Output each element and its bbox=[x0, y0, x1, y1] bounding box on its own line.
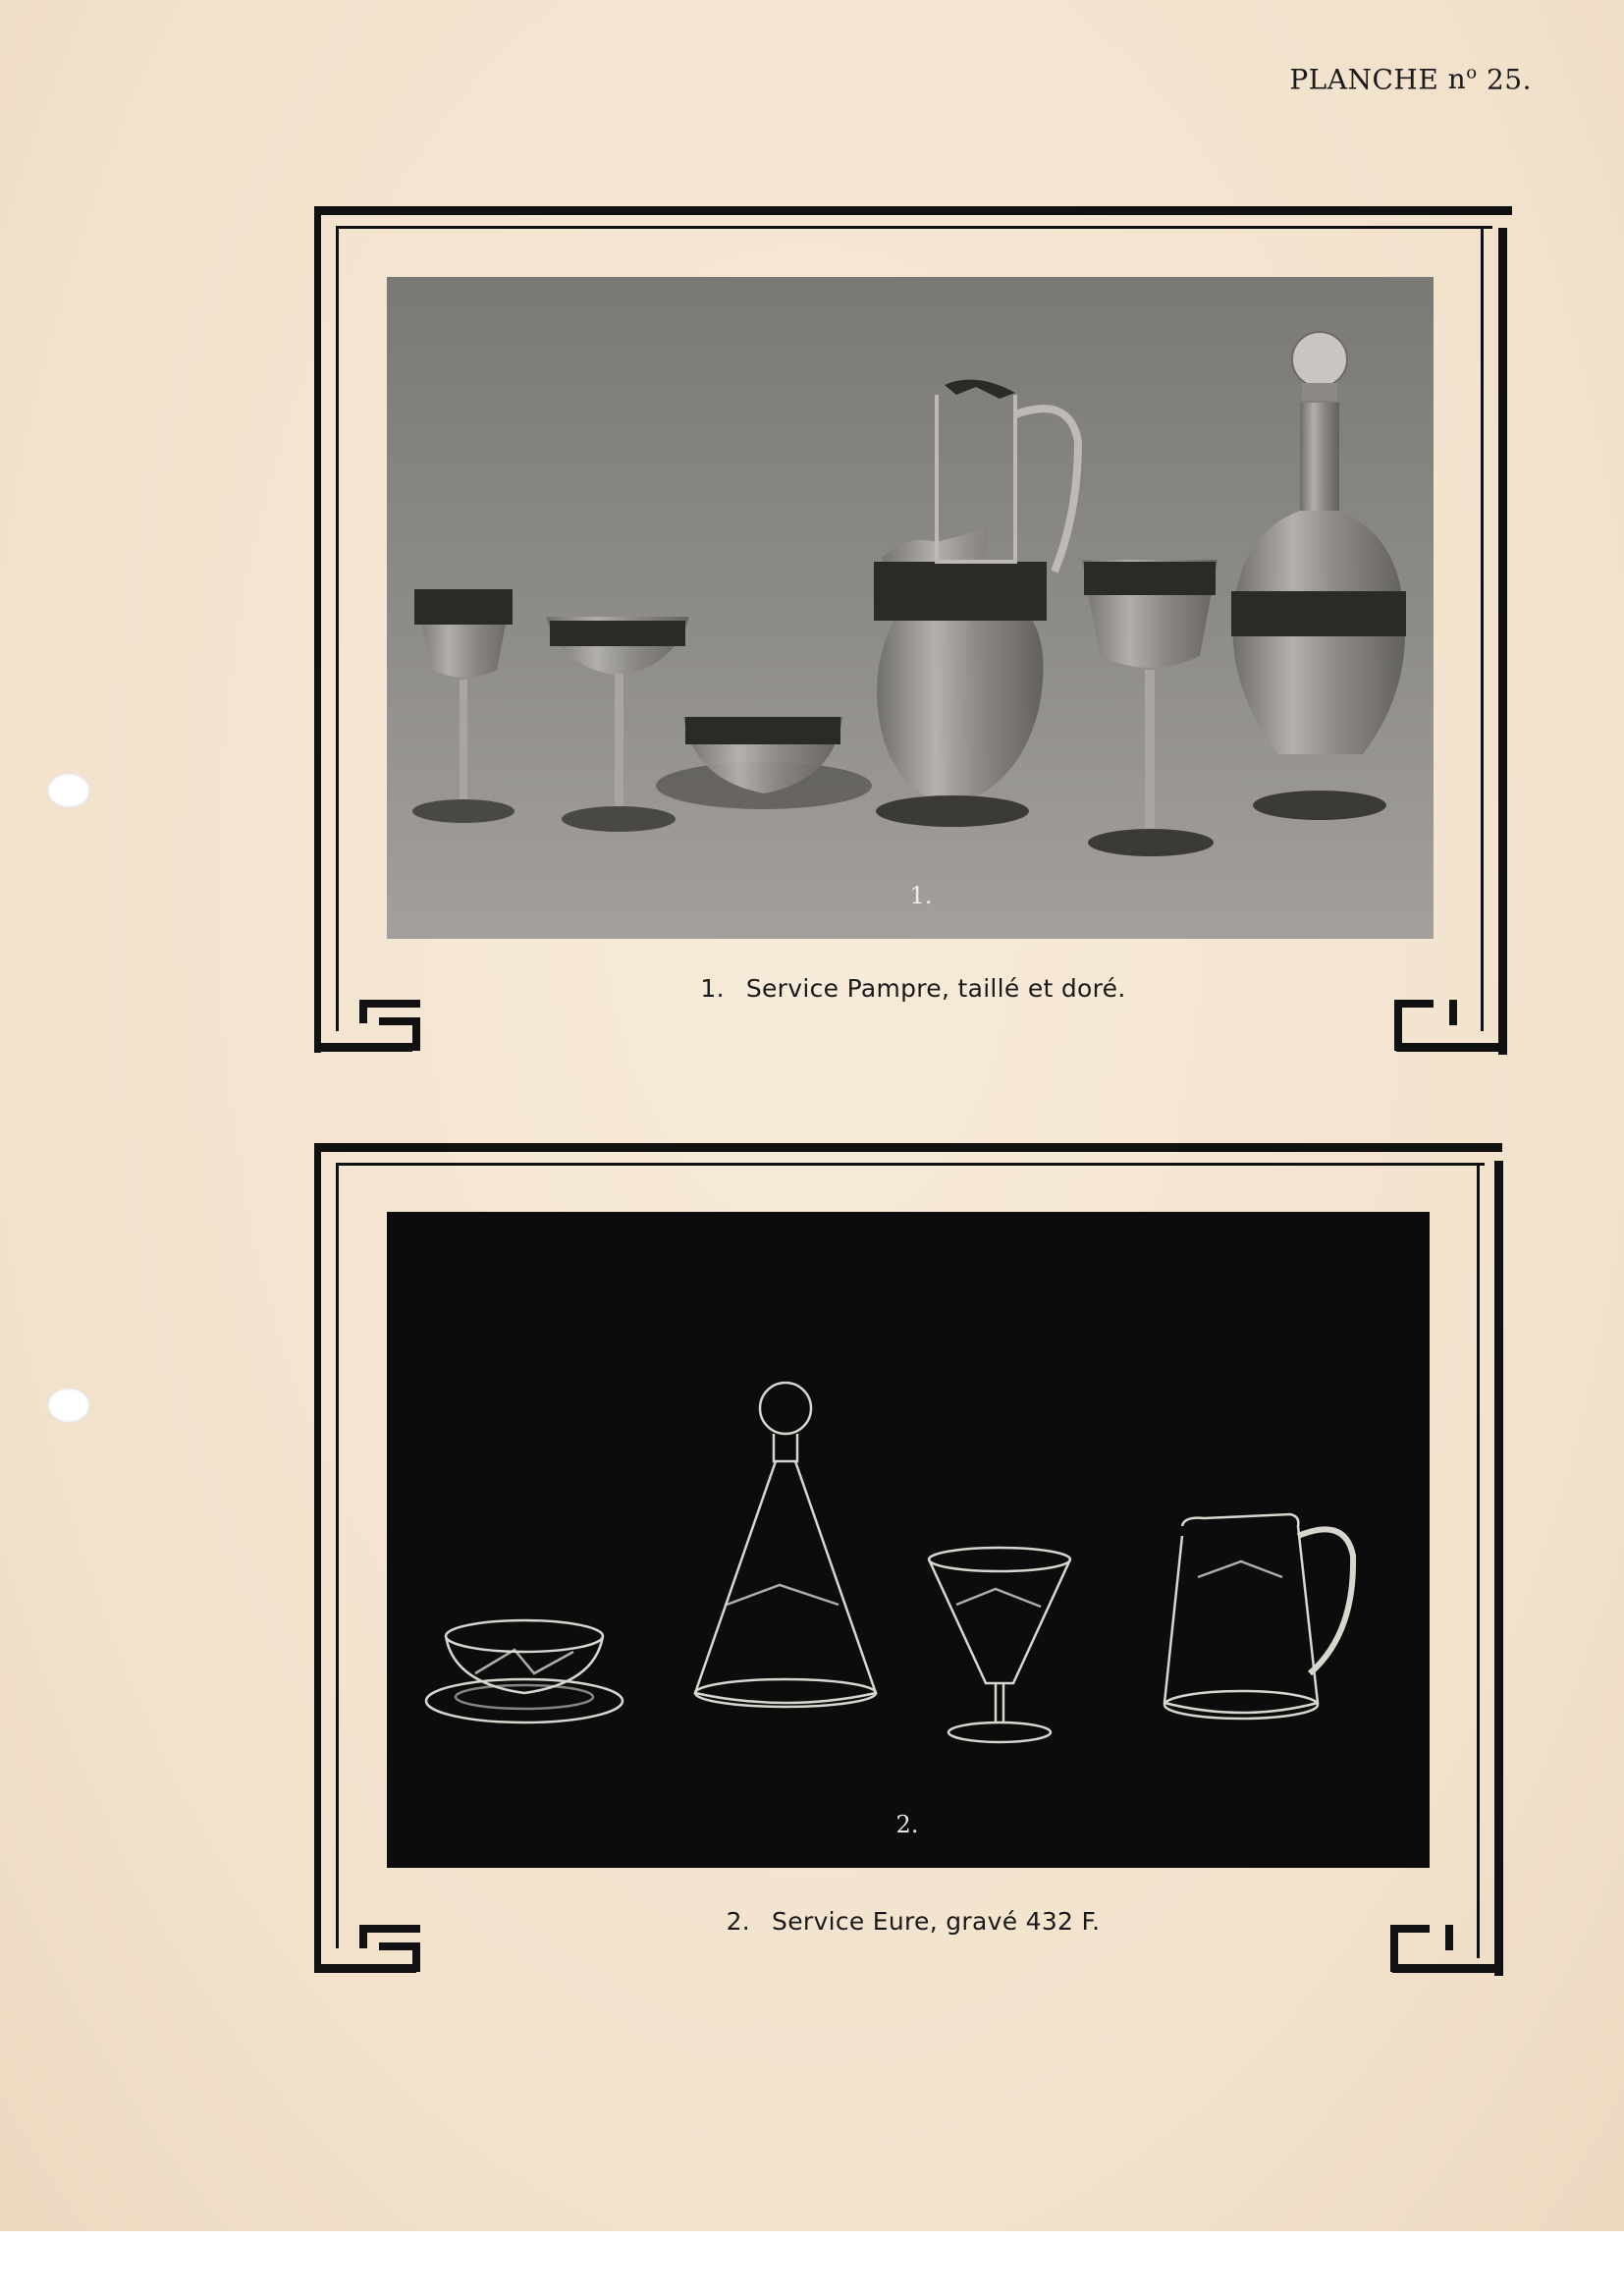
caption-text: Service Pampre, taillé et doré. bbox=[745, 974, 1126, 1003]
photo-figure-number: 2. bbox=[895, 1811, 919, 1838]
punch-hole-top bbox=[47, 773, 90, 808]
frame-bottom-left-rule bbox=[314, 1964, 416, 1973]
number-prefix: $n^o$ bbox=[1447, 63, 1478, 96]
frame-bottom-left-rule bbox=[314, 1043, 412, 1052]
plate-1-frame bbox=[314, 206, 1512, 1056]
plate-number-header bbox=[1289, 63, 1532, 95]
key-ornament-left-part bbox=[412, 1942, 420, 1972]
key-ornament-right-part bbox=[1394, 1000, 1402, 1051]
frame-bottom-right-rule bbox=[1396, 1043, 1507, 1052]
frame-top-rule bbox=[314, 206, 1512, 215]
frame-top-rule-thin bbox=[338, 1163, 1485, 1166]
punch-hole-bottom bbox=[47, 1388, 90, 1423]
plate-1-caption bbox=[314, 974, 1512, 1003]
frame-top-rule-thin bbox=[338, 226, 1492, 229]
frame-left-rule-thin bbox=[336, 226, 339, 1031]
frame-bottom-right-rule bbox=[1392, 1964, 1502, 1973]
key-ornament-left-part bbox=[412, 1017, 420, 1051]
glassware-illustration-1 bbox=[387, 277, 1434, 939]
glassware-illustration-2 bbox=[387, 1212, 1430, 1868]
caption-text: Service Eure, gravé 432 F. bbox=[772, 1907, 1101, 1936]
frame-top-rule bbox=[314, 1143, 1502, 1152]
caption-number: 1. bbox=[700, 974, 725, 1003]
frame-right-rule-thin bbox=[1481, 228, 1484, 1031]
caption-number: 2. bbox=[726, 1907, 751, 1936]
plate-2-caption bbox=[314, 1907, 1512, 1936]
frame-right-rule bbox=[1498, 228, 1507, 1055]
planche-number: 25. bbox=[1486, 63, 1532, 96]
frame-left-rule bbox=[314, 206, 321, 1053]
photo-figure-number: 1. bbox=[909, 882, 933, 909]
key-ornament-left-part bbox=[359, 1000, 367, 1023]
frame-left-rule bbox=[314, 1143, 321, 1973]
plate-2-frame bbox=[314, 1143, 1512, 1976]
photo-service-eure bbox=[387, 1212, 1430, 1868]
photo-service-pampre bbox=[387, 277, 1434, 939]
key-ornament-right-part bbox=[1449, 1000, 1457, 1025]
frame-right-rule bbox=[1494, 1161, 1503, 1976]
frame-left-rule-thin bbox=[336, 1163, 339, 1948]
planche-word: PLANCHE bbox=[1289, 63, 1439, 96]
frame-right-rule-thin bbox=[1477, 1163, 1480, 1958]
